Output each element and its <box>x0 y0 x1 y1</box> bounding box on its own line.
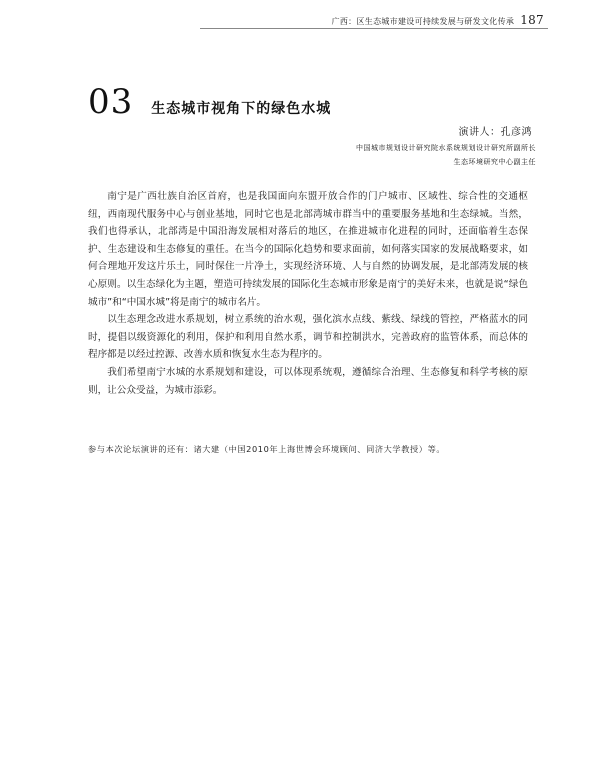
article-body <box>88 188 528 399</box>
paragraph: 南宁是广西壮族自治区首府，也是我国面向东盟开放合作的门户城市、区域性、综合性的交通枢纽，西南现代服务中心与创业基地，同时它也是北部湾城市群当中的重要服务基地和生态绿城。当然，我们也得承认，北部湾是中国沿海发展相对落后的地区，在推进城市化进程的同时，还面临着生态保护、生态建设和生态修复的重任。在当今的国际化趋势和要求面前，如何落实国家的发展战略要求，如何合理地开发这片乐土，同时保住一片净土，实现经济环境、人与自然的协调发展，是北部湾发展的核心原则。以生态绿化为主题，塑造可持续发展的国际化生态城市形象是南宁的美好未来，也就是说“绿色城市”和“中国水城”将是南宁的城市名片。 <box>88 191 528 308</box>
paragraph: 以生态理念改进水系规划，树立系统的治水观，强化滨水点线、紫线、绿线的管控，严格蓝水的同时，提倡以级资源化的利用，保护和利用自然水系，调节和控制洪水，完善政府的监管体系，而总体的程序都是以经过控源、改善水质和恢复水生态为程序的。 <box>88 314 528 361</box>
running-title: 广西：区生态城市建设可持续发展与研发文化传承 <box>331 17 515 26</box>
running-header <box>332 13 544 27</box>
participants-note: 参与本次论坛演讲的还有：诸大建（中国2010年上海世博会环境顾问、同济大学教授）等。 <box>88 444 446 454</box>
header-rule <box>200 28 548 29</box>
speaker-affiliation: 中国城市规划设计研究院水系统规划设计研究所副所长 <box>356 144 536 152</box>
page-number: 187 <box>520 13 544 27</box>
chapter-number: 03 <box>88 82 134 122</box>
speaker-affiliation-secondary: 生态环境研究中心副主任 <box>453 158 536 166</box>
paragraph: 我们希望南宁水城的水系规划和建设，可以体现系统观，遵循综合治理、生态修复和科学考核的原则，让公众受益，为城市添彩。 <box>88 366 528 396</box>
chapter-heading <box>88 82 331 122</box>
speaker-name: 演讲人：孔彦鸿 <box>458 127 532 138</box>
chapter-title: 生态城市视角下的绿色水城 <box>151 101 332 117</box>
